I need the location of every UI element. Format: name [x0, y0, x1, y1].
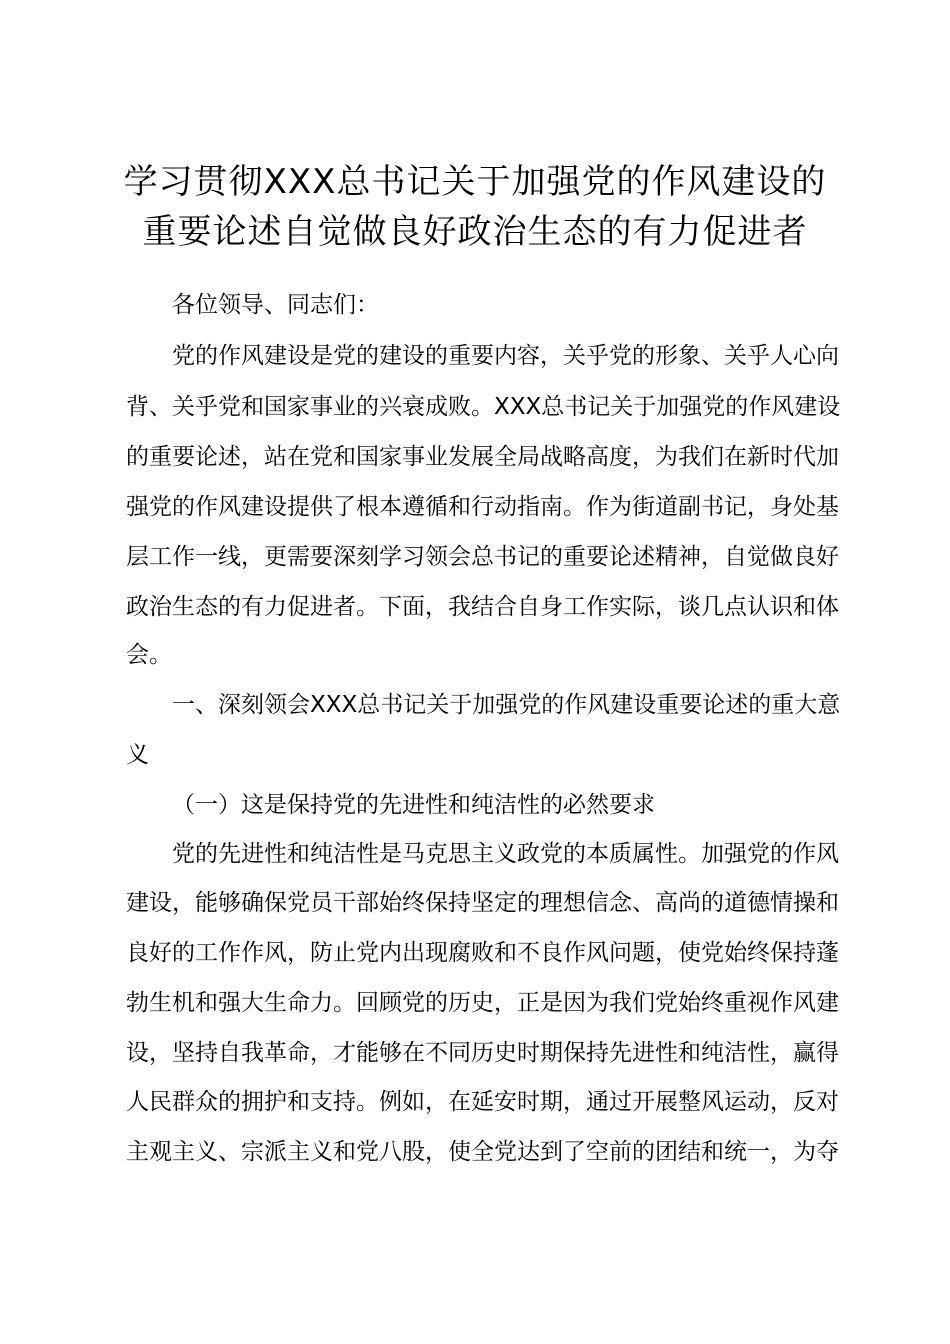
- paragraph-line: 党的先进性和纯洁性是马克思主义政党的本质属性。加强党的作风: [172, 841, 839, 867]
- paragraph-line: 政治生态的有力促进者。下面，我结合自身工作实际，谈几点认识和体: [126, 594, 839, 620]
- paragraph-line: 强党的作风建设提供了根本遵循和行动指南。作为街道副书记，身处基: [126, 494, 839, 520]
- paragraph-line: 会。: [126, 642, 172, 668]
- paragraph-line: 层工作一线，更需要深刻学习领会总书记的重要论述精神，自觉做良好: [126, 544, 839, 570]
- document-title-line-1: 学习贯彻XXX总书记关于加强党的作风建设的: [123, 162, 827, 202]
- paragraph-line: 党的作风建设是党的建设的重要内容，关乎党的形象、关乎人心向: [172, 343, 839, 369]
- paragraph-line: 背、关乎党和国家事业的兴衰成败。XXX总书记关于加强党的作风建设: [126, 394, 841, 420]
- paragraph-line: 建设，能够确保党员干部始终保持坚定的理想信念、高尚的道德情操和: [126, 890, 839, 916]
- paragraph-line: 人民群众的拥护和支持。例如，在延安时期，通过开展整风运动，反对: [126, 1089, 839, 1115]
- paragraph-line: 勃生机和强大生命力。回顾党的历史，正是因为我们党始终重视作风建: [126, 990, 839, 1016]
- subsection-heading: （一）这是保持党的先进性和纯洁性的必然要求: [172, 792, 655, 818]
- document-title-line-2: 重要论述自觉做良好政治生态的有力促进者: [142, 212, 808, 252]
- paragraph-line: 设，坚持自我革命，才能够在不同历史时期保持先进性和纯洁性，赢得: [126, 1040, 839, 1066]
- paragraph-line: 的重要论述，站在党和国家事业发展全局战略高度，为我们在新时代加: [126, 444, 839, 470]
- salutation: 各位领导、同志们：: [172, 292, 379, 318]
- section-heading-line: 一、深刻领会XXX总书记关于加强党的作风建设重要论述的重大意: [172, 692, 841, 718]
- paragraph-line: 主观主义、宗派主义和党八股，使全党达到了空前的团结和统一，为夺: [126, 1139, 839, 1165]
- paragraph-line: 良好的工作作风，防止党内出现腐败和不良作风问题，使党始终保持蓬: [126, 940, 839, 966]
- section-heading-line: 义: [126, 742, 149, 768]
